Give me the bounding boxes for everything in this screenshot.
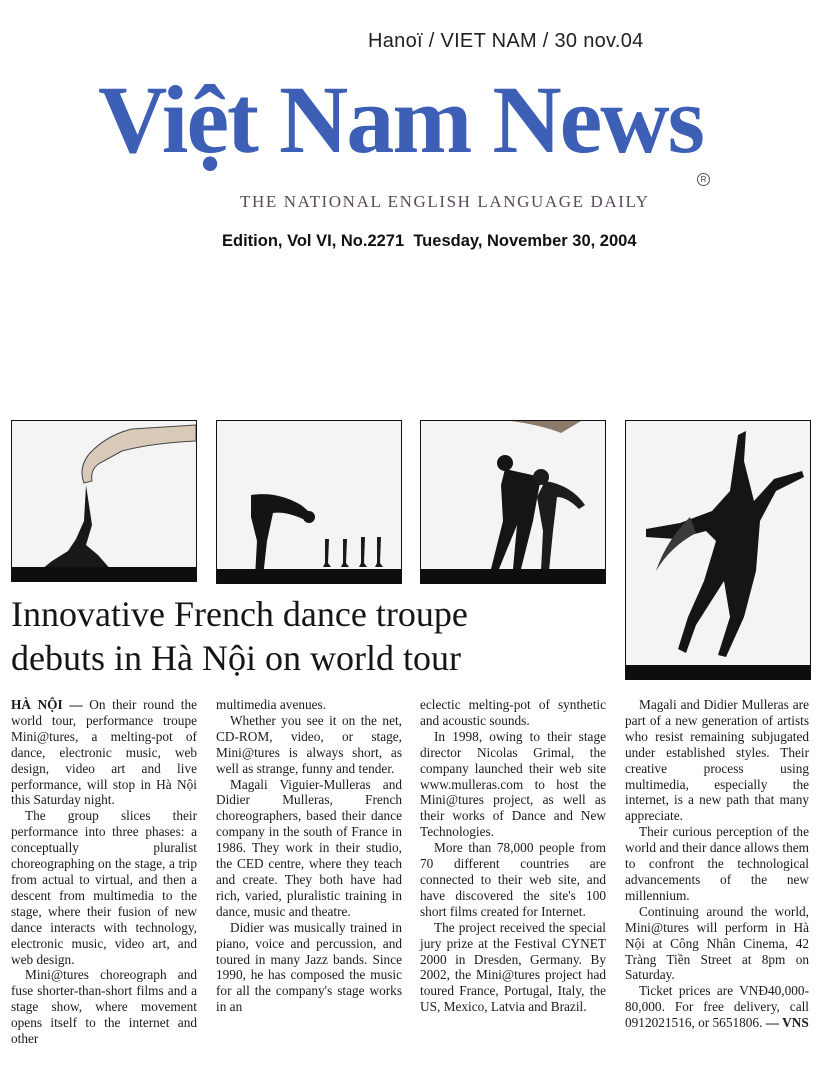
photo-4-silhouette (626, 421, 810, 679)
photo-2-silhouette (217, 421, 401, 583)
photo-two-dancers (420, 420, 606, 584)
paragraph: The group slices their performance into three phases: a conceptually pluralist choreographing on the stage, a trip from actual to virtual, and then a descent from multimedia to the stage, where their fusion of new dance interacts with technology, electronic music, video art, and web design. (11, 808, 197, 967)
paragraph: Their curious perception of the world and their dance allows them to confront the technological advancements of the new millennium. (625, 824, 809, 903)
paragraph: multimedia avenues. (216, 697, 327, 712)
paragraph: In 1998, owing to their stage director Nicolas Grimal, the company launched their web site www.mulleras.com to host the Mini@tures project, as well as their works of Dance and New Technologies. (420, 728, 606, 840)
photo-hand-dancer (11, 420, 197, 582)
edition-date: Tuesday, November 30, 2004 (413, 232, 637, 250)
paragraph: More than 78,000 people from 70 different countries are connected to their web site, and have discovered the site's 100 short films created for Internet. (420, 840, 606, 919)
registered-mark: R (697, 173, 710, 186)
headline (11, 592, 611, 680)
signature: — VNS (762, 1015, 809, 1031)
photo-leaping-dancer (625, 420, 811, 680)
photo-3-silhouette (421, 421, 605, 583)
paragraph: The project received the special jury prize at the Festival CYNET 2000 in Dresden, Germany. By 2002, the Mini@tures project had toured France, Portugal, Italy, the US, Mexico, Latvia and Brazil. (420, 919, 606, 1015)
article-column-2 (216, 697, 402, 1015)
edition-number: Edition, Vol VI, No.2271 (222, 232, 405, 250)
masthead-logo: Việt Nam News (98, 66, 703, 173)
paragraph: Magali and Didier Mulleras are part of a new generation of artists who resist remaining subjugated under established styles. Their creative process using multimedia, especially the internet, is a new path that many appreciate. (625, 697, 809, 824)
tagline: THE NATIONAL ENGLISH LANGUAGE DAILY (240, 192, 650, 211)
article-column-3 (420, 697, 606, 1015)
paragraph: Didier was musically trained in piano, voice and percussion, and toured in many Jazz bands. Since 1990, he has composed the music for all the company's stage works in an (216, 919, 402, 1015)
edition-line (222, 232, 702, 251)
paragraph: eclectic melting-pot of synthetic and acoustic sounds. (420, 697, 606, 728)
paragraph-text: Ticket prices are VNĐ40,000-80,000. For free delivery, call 0912021516, or 5651806. (625, 983, 809, 1031)
paragraph (11, 697, 197, 808)
photo-bending-dancer (216, 420, 402, 584)
paragraph: Whether you see it on the net, CD-ROM, video, or stage, Mini@tures is always short, as well as strange, funny and tender. (216, 712, 402, 776)
paragraph: Continuing around the world, Mini@tures will perform in Hà Nội at Công Nhân Cinema, 42 Tràng Tiền Street at 8pm on Saturday. (625, 903, 809, 983)
dateline: Hanoï / VIET NAM / 30 nov.04 (368, 30, 644, 52)
photo-1-silhouette (12, 421, 196, 581)
article-column-4 (625, 697, 809, 1031)
article-column-1 (11, 697, 197, 1047)
paragraph-text: On their round the world tour, performance troupe Mini@tures, a melting-pot of dance, electronic music, web design, video art and live performance, will stop in Hà Nội this Saturday night. (11, 697, 198, 808)
paragraph: Mini@tures choreograph and fuse shorter-than-short films and a stage show, where movement opens itself to the internet and other (11, 967, 197, 1047)
headline-line-1: Innovative French dance troupe (11, 594, 468, 634)
headline-line-2: debuts in Hà Nội on world tour (11, 638, 461, 678)
paragraph (625, 983, 809, 1031)
paragraph: Magali Viguier-Mulleras and Didier Mulleras, French choreographers, based their dance company in the south of France in 1986. They work in their studio, the CED centre, where they teach and create. They both have had rich, varied, pluralistic training in dance, music and theatre. (216, 776, 402, 919)
dateline-lead: HÀ NỘI — (11, 697, 83, 712)
